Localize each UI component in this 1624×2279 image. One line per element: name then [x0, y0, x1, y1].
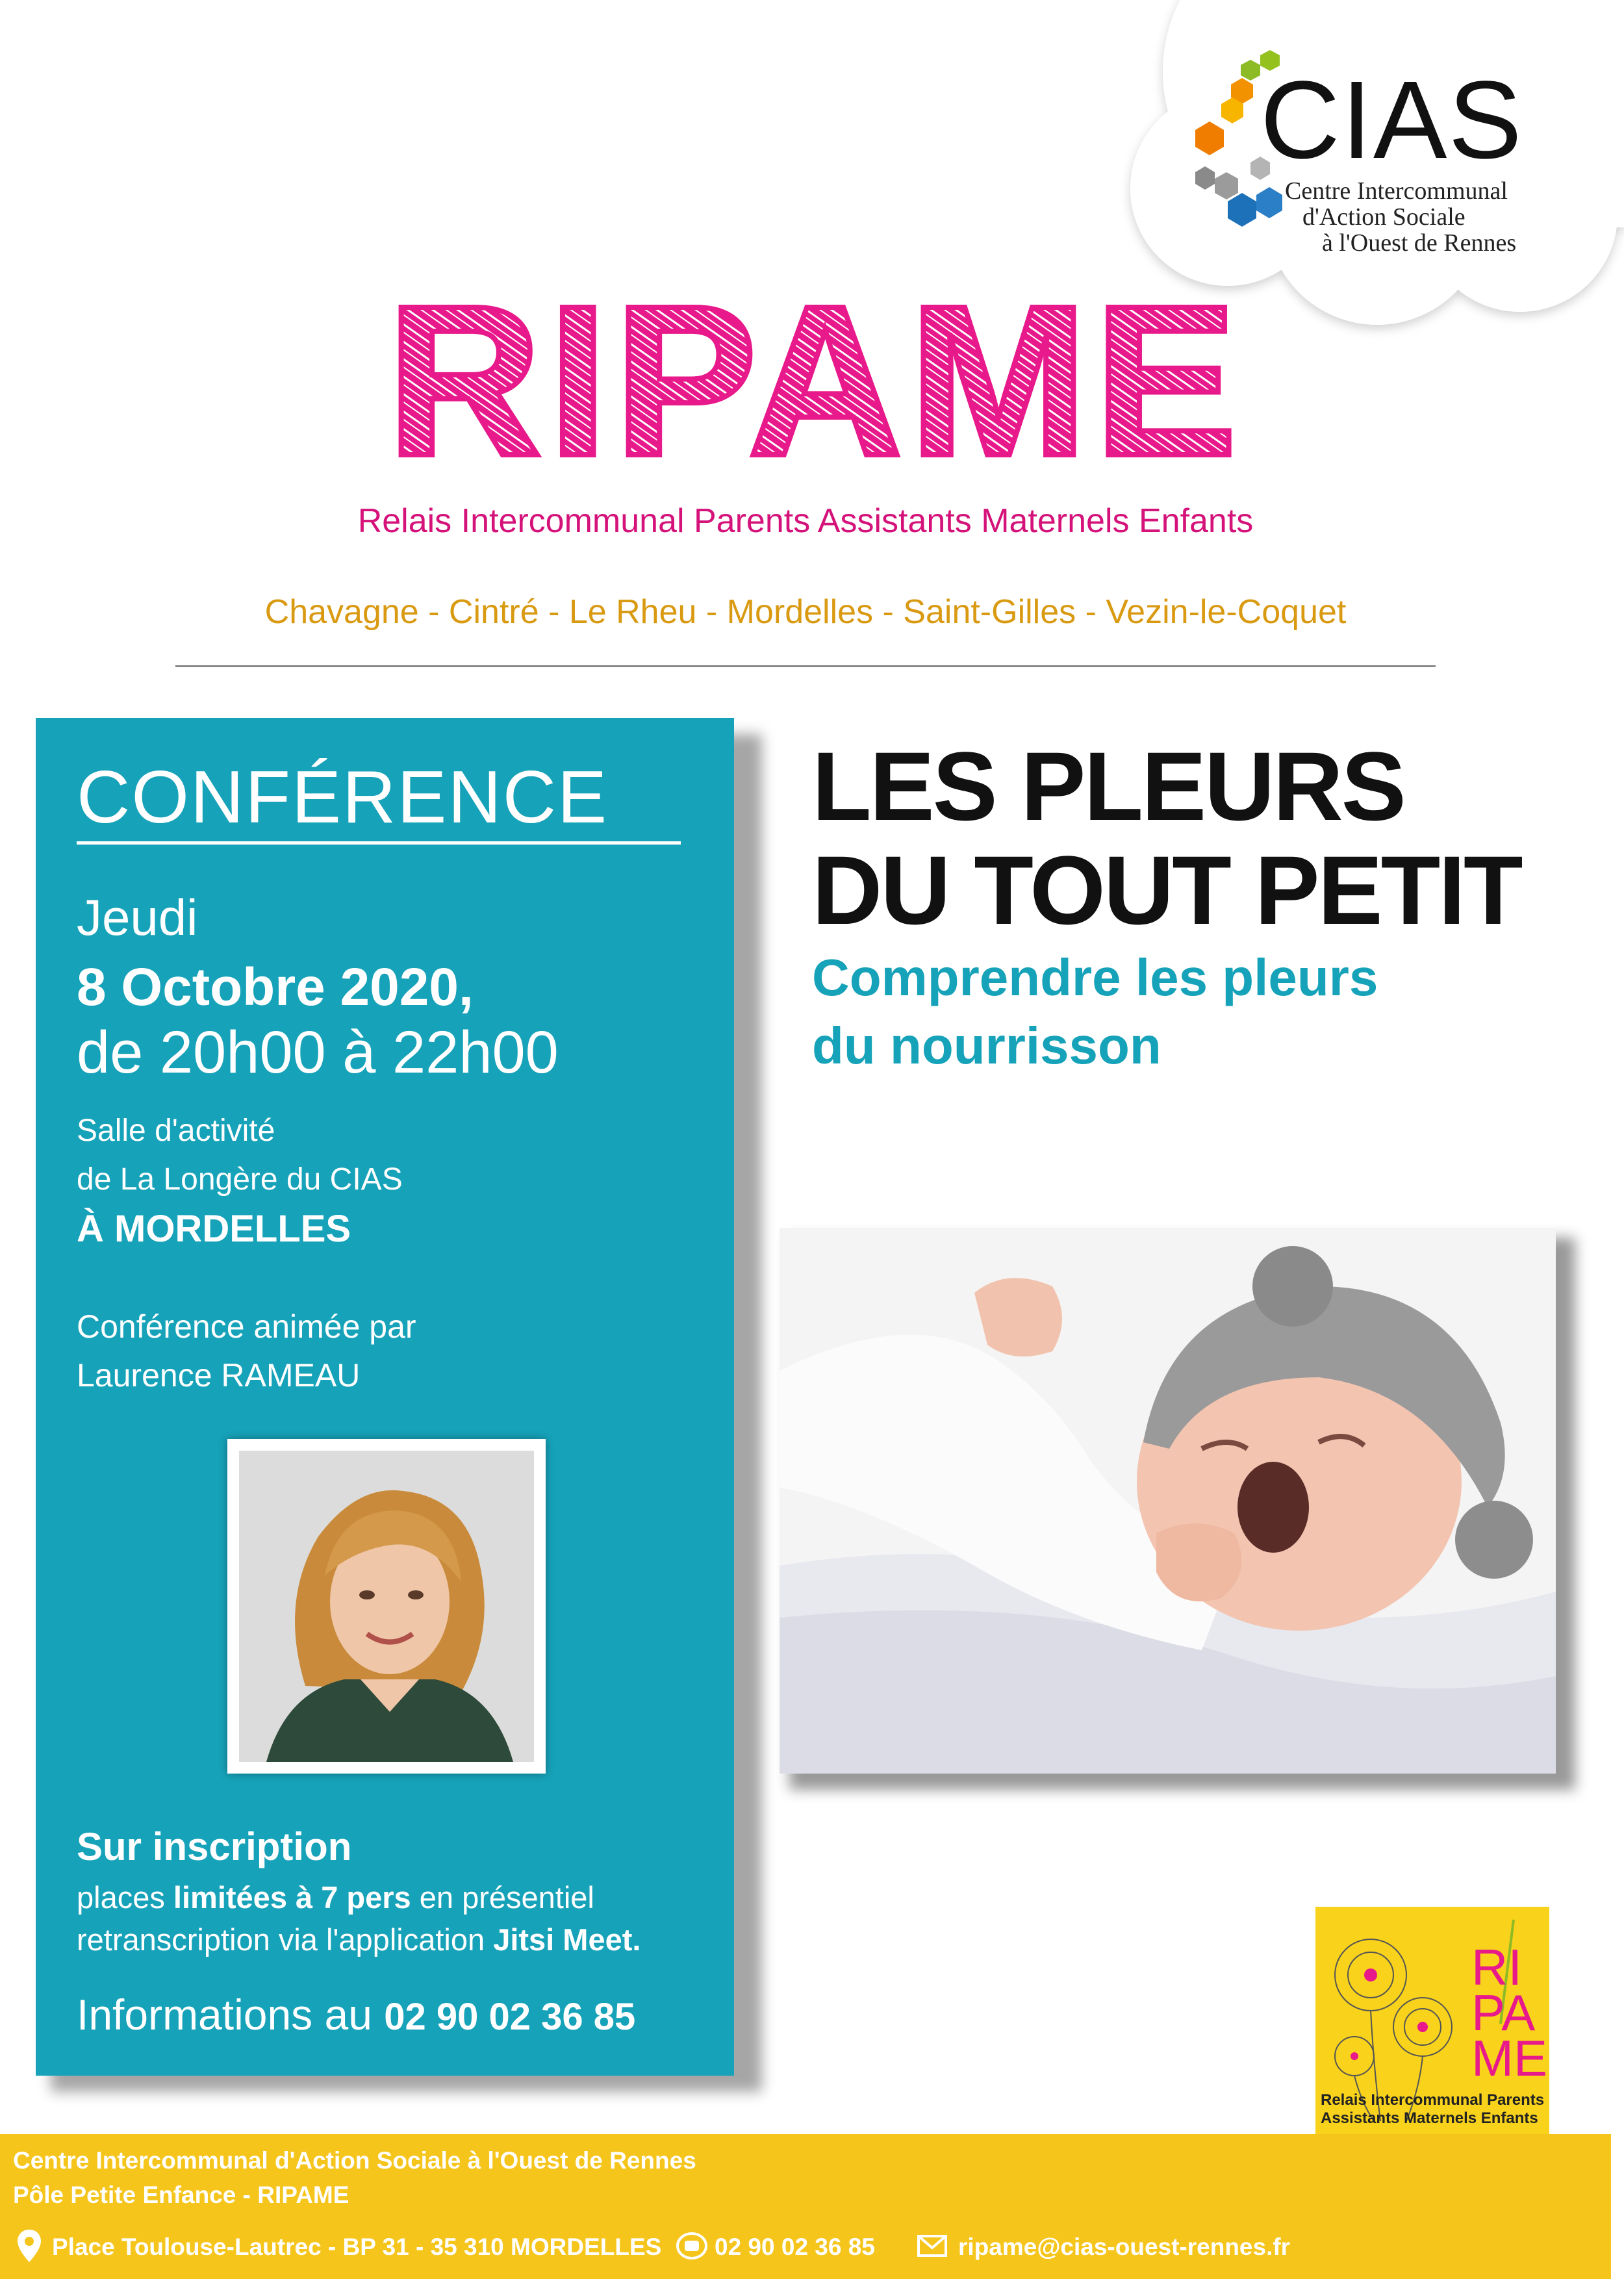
- registration-line-2: retranscription via l'application Jitsi Meet.: [77, 1922, 641, 1957]
- footer-email[interactable]: ripame@cias-ouest-rennes.fr: [958, 2234, 1291, 2260]
- dandelion-icon: [1315, 1907, 1549, 2134]
- event-time: de 20h00 à 22h00: [77, 1019, 559, 1086]
- venue-line-2: de La Longère du CIAS: [77, 1162, 403, 1197]
- ripame-title: [387, 260, 1244, 500]
- footer-division: Pôle Petite Enfance - RIPAME: [13, 2182, 349, 2208]
- event-day: Jeudi: [77, 889, 198, 946]
- badge-letters-1: RI: [1471, 1939, 1522, 1996]
- footer-address: Place Toulouse-Lautrec - BP 31 - 35 310 MORDELLES: [52, 2234, 662, 2260]
- registration-title: Sur inscription: [77, 1825, 352, 1868]
- baby-photo: [780, 1228, 1556, 1774]
- towns-list: Chavagne - Cintré - Le Rheu - Mordelles - Saint-Gilles - Vezin-le-Coquet: [264, 593, 1347, 631]
- footer: [0, 2134, 1611, 2279]
- divider: [175, 665, 1436, 667]
- headline-line-1: LES PLEURS: [812, 732, 1404, 841]
- footer-org: Centre Intercommunal d'Action Sociale à l'Ouest de Rennes: [13, 2147, 696, 2174]
- email-icon: [916, 2228, 948, 2261]
- footer-phone[interactable]: 02 90 02 36 85: [715, 2234, 875, 2260]
- conference-heading: CONFÉRENCE: [77, 756, 609, 839]
- venue-line-1: Salle d'activité: [77, 1114, 275, 1148]
- event-date: 8 Octobre 2020,: [77, 958, 474, 1017]
- headline-subtitle-2: du nourrisson: [812, 1017, 1161, 1075]
- badge-letters-2: PA: [1471, 1984, 1536, 2041]
- registration-line-1: places limitées à 7 pers en présentiel: [77, 1880, 594, 1915]
- location-pin-icon: [16, 2228, 42, 2264]
- heading-underline: [77, 841, 681, 845]
- crying-baby-icon: [780, 1228, 1556, 1774]
- info-phone: 02 90 02 36 85: [384, 1996, 636, 2038]
- speaker-photo: [227, 1439, 546, 1774]
- speaker-portrait-icon: [227, 1439, 546, 1774]
- venue-city: À MORDELLES: [77, 1208, 351, 1250]
- relais-subtitle: Relais Intercommunal Parents Assistants Maternels Enfants: [357, 502, 1254, 540]
- cias-subtitle-2: d'Action Sociale: [1302, 203, 1465, 231]
- cias-subtitle-3: à l'Ouest de Rennes: [1322, 229, 1517, 257]
- host-label: Conférence animée par: [77, 1308, 416, 1345]
- badge-caption-2: Assistants Maternels Enfants: [1321, 2109, 1538, 2127]
- cias-logo: [1169, 39, 1592, 257]
- ripame-badge: [1315, 1907, 1549, 2134]
- phone-icon: [676, 2232, 708, 2261]
- headline-subtitle-1: Comprendre les pleurs: [812, 949, 1378, 1006]
- info-line: Informations au 02 90 02 36 85: [77, 1991, 636, 2039]
- cias-subtitle-1: Centre Intercommunal: [1285, 177, 1508, 205]
- badge-caption-1: Relais Intercommunal Parents: [1321, 2091, 1545, 2109]
- conference-panel: [36, 718, 734, 2076]
- headline-line-2: DU TOUT PETIT: [812, 835, 1521, 945]
- host-name: Laurence RAMEAU: [77, 1357, 361, 1394]
- cias-wordmark: CIAS: [1260, 58, 1523, 182]
- ripame-title-text: RIPAME: [387, 261, 1244, 500]
- badge-letters-3: ME: [1471, 2030, 1547, 2087]
